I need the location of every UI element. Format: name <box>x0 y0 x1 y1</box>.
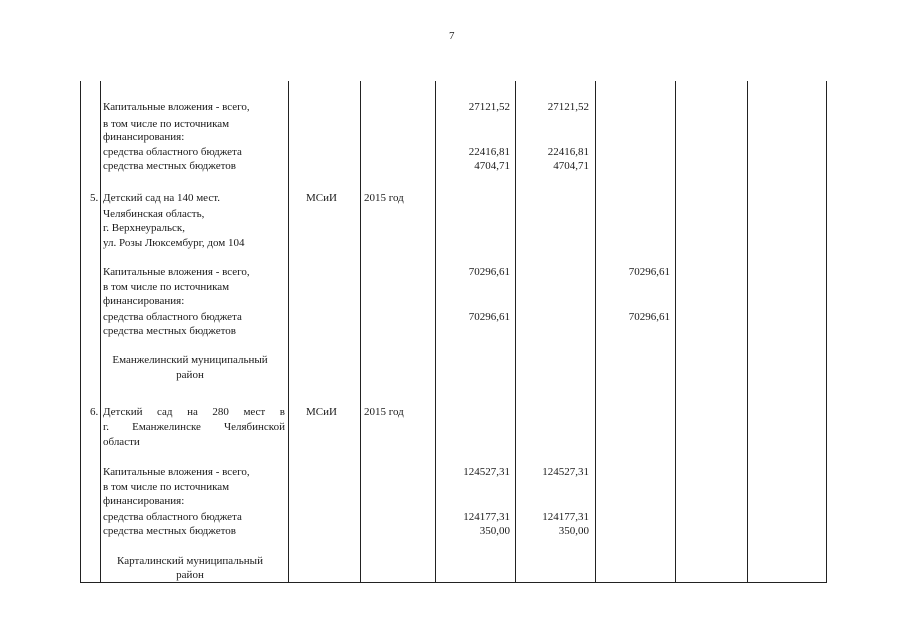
word: на <box>187 406 198 418</box>
word: 280 <box>212 406 229 418</box>
word: г. <box>103 421 110 433</box>
customer: МСиИ <box>306 406 337 418</box>
word: в <box>279 406 285 418</box>
object-name <box>103 421 285 433</box>
cell-value: 70296,61 <box>468 266 510 278</box>
column-divider <box>747 81 748 583</box>
label-local: средства местных бюджетов <box>103 525 236 537</box>
cell-value: 124527,31 <box>542 466 589 478</box>
label-financing: финансирования: <box>103 131 185 143</box>
table-bottom-border <box>80 582 826 583</box>
word: Челябинской <box>223 421 285 433</box>
cell-value: 4704,71 <box>474 160 510 172</box>
object-name: Челябинская область, <box>103 208 205 220</box>
column-divider <box>595 81 596 583</box>
cell-value: 70296,61 <box>628 311 670 323</box>
object-name: г. Верхнеуральск, <box>103 222 185 234</box>
label-including: в том числе по источникам <box>103 281 230 293</box>
object-name: области <box>103 436 140 448</box>
label-regional: средства областного бюджета <box>103 311 242 323</box>
period: 2015 год <box>364 192 404 204</box>
column-divider <box>675 81 676 583</box>
label-capex: Капитальные вложения - всего, <box>103 101 250 113</box>
cell-value: 70296,61 <box>628 266 670 278</box>
cell-value: 350,00 <box>558 525 589 537</box>
label-including: в том числе по источникам <box>103 481 230 493</box>
word: сад <box>157 406 173 418</box>
label-regional: средства областного бюджета <box>103 146 242 158</box>
cell-value: 124177,31 <box>463 511 510 523</box>
cell-value: 4704,71 <box>553 160 589 172</box>
cell-value: 27121,52 <box>547 101 589 113</box>
page-number: 7 <box>449 30 455 42</box>
table-border-right <box>826 81 827 583</box>
label-local: средства местных бюджетов <box>103 325 236 337</box>
label-capex: Капитальные вложения - всего, <box>103 466 250 478</box>
column-divider <box>288 81 289 583</box>
customer: МСиИ <box>306 192 337 204</box>
row-number: 6. <box>90 406 99 418</box>
cell-value: 124527,31 <box>463 466 510 478</box>
row-number: 5. <box>90 192 99 204</box>
object-name: Детский сад на 140 мест. <box>103 192 220 204</box>
column-divider <box>435 81 436 583</box>
cell-value: 124177,31 <box>542 511 589 523</box>
cell-value: 350,00 <box>479 525 510 537</box>
cell-value: 22416,81 <box>468 146 510 158</box>
column-divider <box>360 81 361 583</box>
cell-value: 70296,61 <box>468 311 510 323</box>
word: Еманжелинске <box>132 421 201 433</box>
word: мест <box>243 406 266 418</box>
label-financing: финансирования: <box>103 495 185 507</box>
object-name: ул. Розы Люксембург, дом 104 <box>103 237 245 249</box>
label-including: в том числе по источникам <box>103 118 230 130</box>
label-regional: средства областного бюджета <box>103 511 242 523</box>
label-capex: Капитальные вложения - всего, <box>103 266 250 278</box>
cell-value: 22416,81 <box>547 146 589 158</box>
label-local: средства местных бюджетов <box>103 160 236 172</box>
district-heading: Еманжелинский муниципальный <box>112 354 268 366</box>
cell-value: 27121,52 <box>468 101 510 113</box>
table-border-left <box>80 81 81 583</box>
object-name <box>103 406 285 418</box>
word: Детский <box>103 406 143 418</box>
period: 2015 год <box>364 406 404 418</box>
district-heading: Карталинский муниципальный <box>117 555 263 567</box>
district-heading: район <box>176 569 204 581</box>
label-financing: финансирования: <box>103 295 185 307</box>
column-divider <box>515 81 516 583</box>
column-divider <box>100 81 101 583</box>
district-heading: район <box>176 369 204 381</box>
